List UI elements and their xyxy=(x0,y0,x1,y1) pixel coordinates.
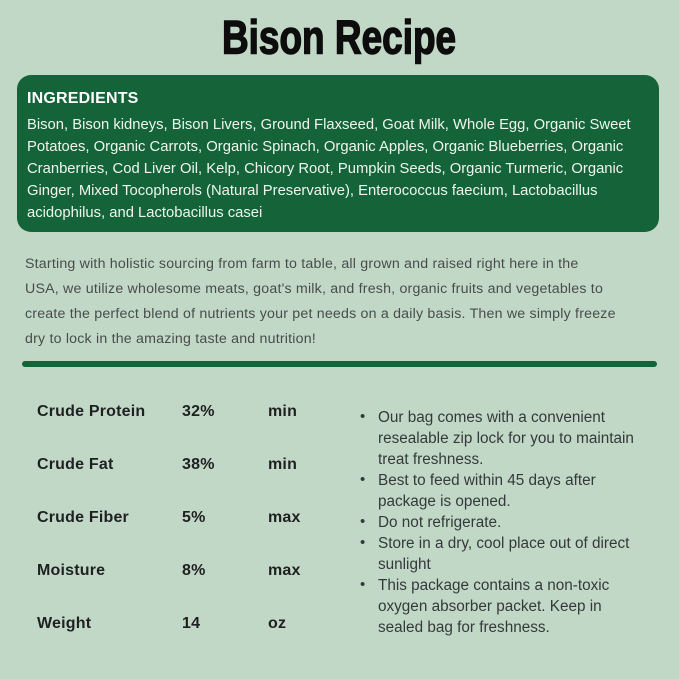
note-line: Do not refrigerate. xyxy=(378,514,502,531)
table-row xyxy=(37,614,342,667)
table-row xyxy=(37,508,342,561)
note-line: Our bag comes with a convenient xyxy=(378,409,606,426)
note-line: sunlight xyxy=(378,556,431,573)
description-line: Starting with holistic sourcing from farm to table, all grown and raised right here in the xyxy=(25,256,579,272)
analysis-limit: max xyxy=(268,562,301,579)
list-item xyxy=(352,512,662,533)
section-divider xyxy=(22,361,657,367)
ingredients-text-line: Ginger, Mixed Tocopherols (Natural Preservative), Enterococcus faecium, Lactobacillus xyxy=(27,183,598,199)
analysis-label: Crude Protein xyxy=(37,403,146,420)
list-item xyxy=(352,470,662,512)
ingredients-text-line: Cranberries, Cod Liver Oil, Kelp, Chicory Root, Pumpkin Seeds, Organic Turmeric, Organic xyxy=(27,161,624,177)
bullet-icon: • xyxy=(360,513,366,530)
analysis-value: 8% xyxy=(182,562,206,579)
description-line: dry to lock in the amazing taste and nutrition! xyxy=(25,331,316,347)
analysis-label: Weight xyxy=(37,615,92,632)
page-title-text: Bison Recipe xyxy=(222,11,457,64)
bullet-icon: • xyxy=(360,534,366,551)
analysis-value: 5% xyxy=(182,509,206,526)
bullet-icon: • xyxy=(360,408,366,425)
guaranteed-analysis-table xyxy=(37,402,342,667)
table-row xyxy=(37,455,342,508)
table-row xyxy=(37,561,342,614)
ingredients-text-line: Bison, Bison kidneys, Bison Livers, Ground Flaxseed, Goat Milk, Whole Egg, Organic Sweet xyxy=(27,117,631,133)
analysis-label: Moisture xyxy=(37,562,106,579)
analysis-value: 14 xyxy=(182,615,201,632)
analysis-limit: min xyxy=(268,456,298,473)
note-line: sealed bag for freshness. xyxy=(378,619,550,636)
ingredients-text-line: acidophilus, and Lactobacillus casei xyxy=(27,205,263,221)
analysis-value: 32% xyxy=(182,403,215,420)
note-line: This package contains a non-toxic xyxy=(378,577,610,594)
list-item xyxy=(352,407,662,470)
ingredients-heading: INGREDIENTS xyxy=(27,90,139,107)
analysis-value: 38% xyxy=(182,456,215,473)
analysis-label: Crude Fiber xyxy=(37,509,129,526)
description-line: create the perfect blend of nutrients your pet needs on a daily basis. Then we simply freeze xyxy=(25,306,616,322)
list-item xyxy=(352,575,662,638)
note-line: Store in a dry, cool place out of direct xyxy=(378,535,630,552)
bullet-icon: • xyxy=(360,576,366,593)
analysis-limit: min xyxy=(268,403,298,420)
note-line: treat freshness. xyxy=(378,451,484,468)
description-line: USA, we utilize wholesome meats, goat's milk, and fresh, organic fruits and vegetables to xyxy=(25,281,604,297)
ingredients-text-line: Potatoes, Organic Carrots, Organic Spinach, Organic Apples, Organic Blueberries, Organic xyxy=(27,139,624,155)
bullet-icon: • xyxy=(360,471,366,488)
list-item xyxy=(352,533,662,575)
analysis-label: Crude Fat xyxy=(37,456,114,473)
description-paragraph xyxy=(25,252,616,352)
note-line: oxygen absorber packet. Keep in xyxy=(378,598,602,615)
analysis-limit: oz xyxy=(268,615,287,632)
ingredients-panel xyxy=(17,75,659,232)
note-line: package is opened. xyxy=(378,493,511,510)
analysis-limit: max xyxy=(268,509,301,526)
page-title xyxy=(0,11,679,64)
care-notes-list xyxy=(352,407,662,638)
note-line: resealable zip lock for you to maintain xyxy=(378,430,634,447)
note-line: Best to feed within 45 days after xyxy=(378,472,596,489)
table-row xyxy=(37,402,342,455)
